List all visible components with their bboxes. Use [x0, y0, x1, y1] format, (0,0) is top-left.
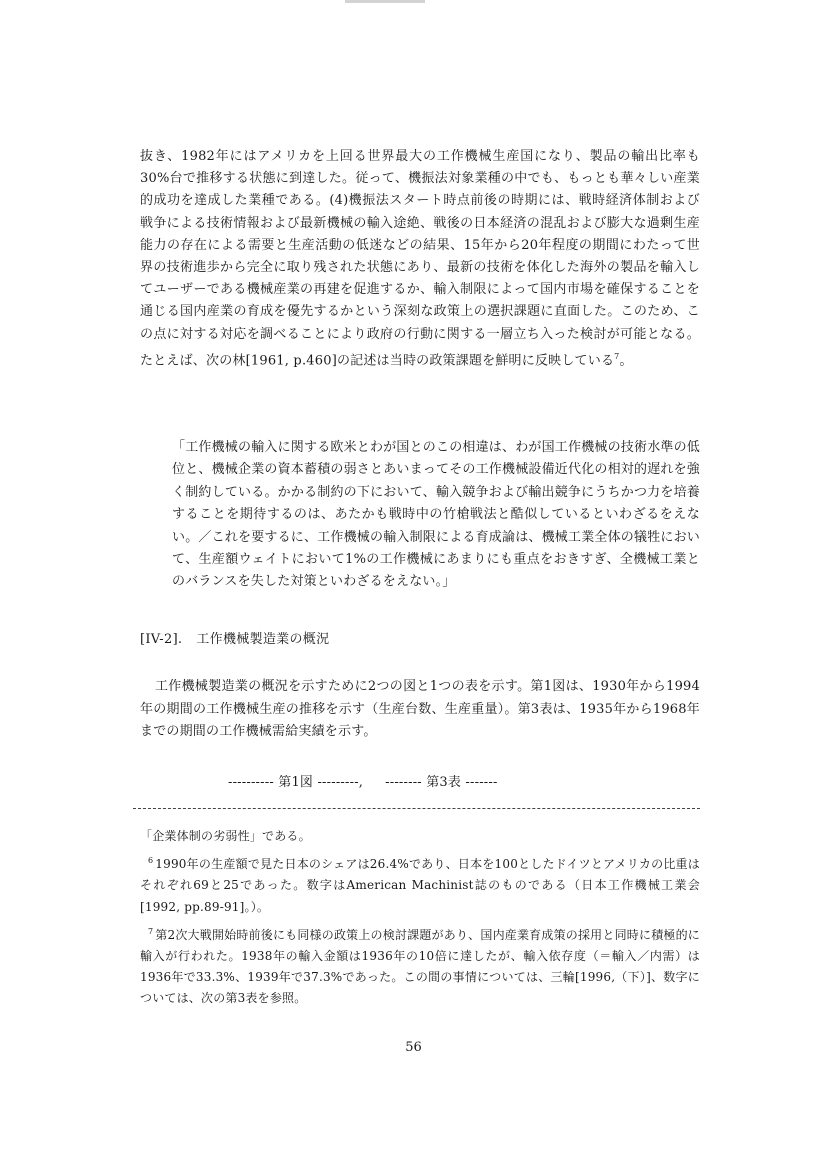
figure-placeholder	[228, 771, 498, 790]
body-paragraph: 抜き、1982年にはアメリカを上回る世界最大の工作機械生産国になり、製品の輸出比率も30%台で推移する状態に到達した。従って、機振法対象業種の中でも、もっとも華々しい産業的成功を達成した業種である。(4)機振法スタート時点前後の時期には、戦時経済体制および戦争による技術情報および最新機械の輸入途絶、戦後の日本経済の混乱および膨大な過剰生産能力の存在による需要と生産活動の低迷などの結果、15年から20年程度の期間にわたって世界の技術進歩から完全に取り残された状態にあり、最新の技術を体化した海外の製品を輸入してユーザーである機械産業の再建を促進するか、輸入制限によって国内市場を確保することを通じる国内産業の育成を優先するかという深刻な政策上の選択課題に直面した。このため、この点に対する対応を調べることにより政府の行動に関する一層立ち入った検討が可能となる。たとえば、次の林[1961, p.460]の記述は当時の政策課題を鮮明に反映している$^7$。	[140, 149, 700, 369]
section-number: [IV-2].	[140, 632, 183, 647]
footnote: $^6$ 1990年の生産額で見た日本のシェアは26.4%であり、日本を100としたドイツとアメリカの比重はそれぞれ69と25であった。数字はAmerican Machinist誌のものである（日本工作機械工業会[1992, pp.89-91]。）。	[140, 856, 700, 914]
section-title: 工作機械製造業の概況	[196, 632, 330, 647]
section-heading	[140, 628, 329, 647]
table-ref: -------- 第3表 -------	[385, 775, 498, 790]
footnote-divider	[133, 808, 700, 809]
page-number: 56	[405, 1040, 422, 1055]
footnote: $^7$ 第2次大戦開始時前後にも同様の政策上の検討課題があり、国内産業育成策の採用と同時に積極的に輸入が行われた。1938年の輸入金額は1936年の10倍に達したが、輸入依存度（＝輸入／内需）は1936年で33.3%、1939年で37.3%であった。この間の事情については、三輪[1996,（下）]、数字については、次の第3表を参照。	[140, 926, 700, 1006]
figure-ref: ---------- 第1図 ---------,	[228, 775, 364, 790]
scan-artifact	[345, 0, 425, 3]
section-paragraph: 工作機械製造業の概況を示すために2つの図と1つの表を示す。第1図は、1930年から1994年の期間の工作機械生産の推移を示す（生産台数、生産重量）。第3表は、1935年から1968年までの期間の工作機械需給実績を示す。	[140, 679, 700, 739]
footnote-mark: 7	[614, 351, 620, 361]
footnotes	[140, 826, 700, 1013]
block-quote: 「工作機械の輸入に関する欧米とわが国とのこの相違は、わが国工作機械の技術水準の低位と、機械企業の資本蓄積の弱さとあいまってその工作機械設備近代化の相対的遅れを強く制約している。かかる制約の下において、輸入競争および輸出競争にうちかつ力を培養することを期待するのは、あたかも戦時中の竹槍戦法と酷似しているといわざるをえない。／これを要するに、工作機械の輸入制限による育成論は、機械工業全体の犠牲において、生産額ウェイトにおいて1%の工作機械にあまりにも重点をおきすぎ、全機械工業とのバランスを失した対策といわざるをえない。」	[172, 440, 701, 590]
footnote: 「企業体制の劣弱性」である。	[140, 829, 311, 843]
